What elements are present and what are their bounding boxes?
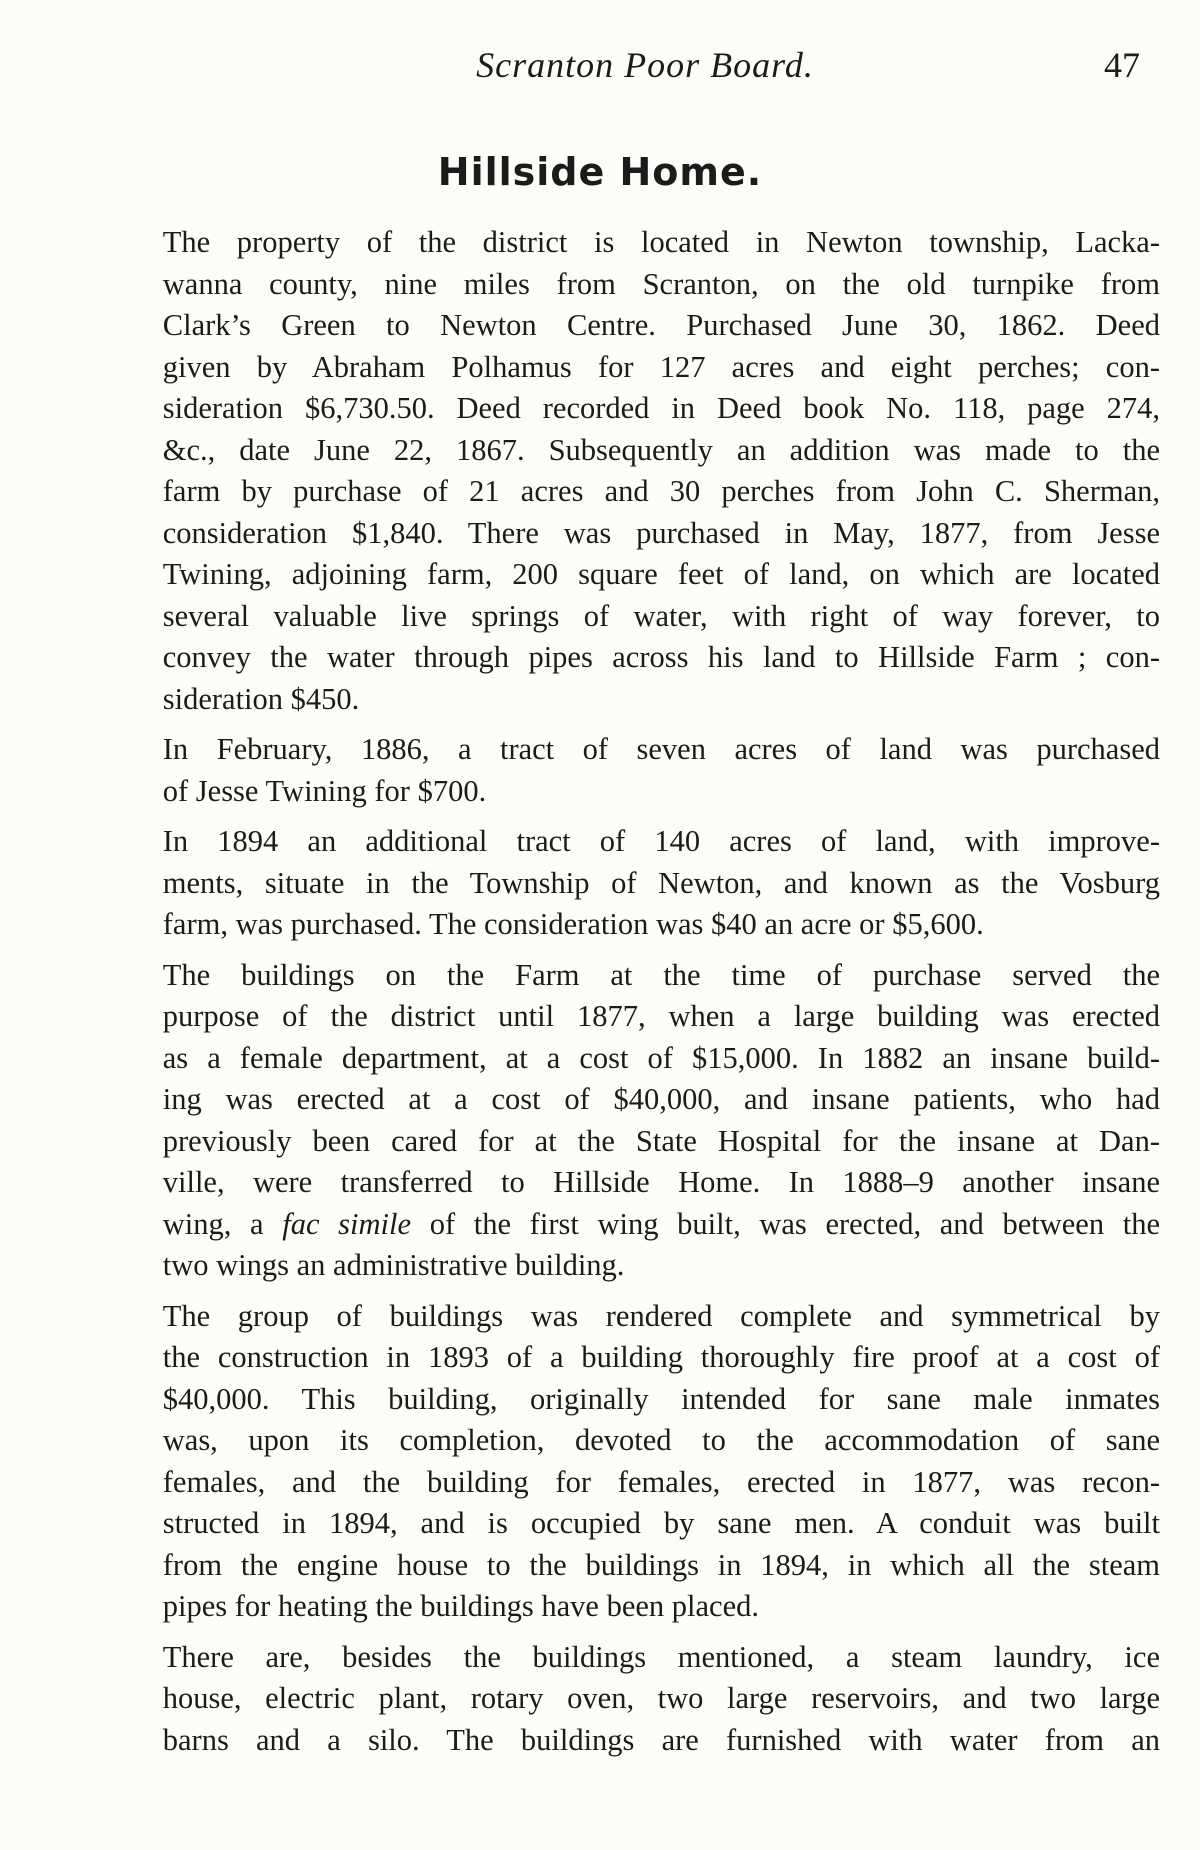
section-title: Hillside Home. <box>437 150 763 194</box>
text-line: previously been cared for at the State Hospital for the insane at Dan- <box>162 1123 1160 1158</box>
text-line: females, and the building for females, erected in 1877, was recon- <box>162 1464 1160 1499</box>
paragraph-property <box>56 222 1160 720</box>
text-line: was, upon its completion, devoted to the accommodation of sane <box>162 1423 1160 1457</box>
text-line: There are, besides the buildings mentioned, a steam laundry, ice <box>162 1639 1160 1674</box>
page-number: 47 <box>1104 45 1140 85</box>
text-line: farm by purchase of 21 acres and 30 perches from John C. Sherman, <box>162 474 1160 508</box>
text-line: ing was erected at a cost of $40,000, and insane patients, who had <box>162 1082 1160 1116</box>
paragraph-1894-purchase <box>56 821 1160 946</box>
text-line: as a female department, at a cost of $15,000. In 1882 an insane build- <box>162 1040 1160 1075</box>
text-line: Twining, adjoining farm, 200 square feet of land, on which are located <box>162 557 1160 591</box>
text-line: consideration $1,840. There was purchased in May, 1877, from Jesse <box>162 515 1160 550</box>
text-line-facsimile <box>56 1204 1160 1246</box>
text-line: house, electric plant, rotary oven, two large reservoirs, and two large <box>162 1681 1160 1715</box>
text-line: of Jesse Twining for $700. <box>162 773 487 808</box>
text-line: structed in 1894, and is occupied by sane men. A conduit was built <box>162 1506 1160 1540</box>
text-line: pipes for heating the buildings have been placed. <box>162 1589 760 1623</box>
text-line: Clark’s Green to Newton Centre. Purchased June 30, 1862. Deed <box>162 308 1160 342</box>
running-head-title: Scranton Poor Board. <box>476 45 814 85</box>
text-line: $40,000. This building, originally intended for sane male inmates <box>162 1381 1160 1416</box>
paragraph-1886-purchase <box>56 729 1160 812</box>
text-line: convey the water through pipes across his land to Hillside Farm ; con- <box>162 640 1160 674</box>
italic-term: fac simile <box>282 1206 412 1241</box>
body-text <box>56 222 1160 1770</box>
text-line: The buildings on the Farm at the time of purchase served the <box>162 957 1160 992</box>
text-line: purpose of the district until 1877, when a large building was erected <box>162 999 1160 1033</box>
text-line: two wings an administrative building. <box>162 1248 625 1282</box>
text-line: ments, situate in the Township of Newton, and known as the Vosburg <box>162 865 1160 900</box>
paragraph-buildings <box>56 955 1160 1287</box>
text-line: farm, was purchased. The consideration was $40 an acre or $5,600. <box>162 907 984 941</box>
text-line: sideration $450. <box>162 681 360 716</box>
text-line: ville, were transferred to Hillside Home. In 1888–9 another insane <box>162 1165 1160 1199</box>
text-line: barns and a silo. The buildings are furnished with water from an <box>162 1722 1160 1757</box>
text-line: The property of the district is located in Newton township, Lacka- <box>162 225 1160 259</box>
text-line: given by Abraham Polhamus for 127 acres and eight perches; con- <box>162 349 1160 384</box>
text-line: sideration $6,730.50. Deed recorded in Deed book No. 118, page 274, <box>162 391 1160 425</box>
paragraph-other-buildings <box>56 1637 1160 1762</box>
text-line: the construction in 1893 of a building thoroughly fire proof at a cost of <box>162 1340 1160 1374</box>
text-fragment: of the first wing built, was erected, and between the <box>411 1206 1160 1241</box>
text-line: In February, 1886, a tract of seven acres of land was purchased <box>162 732 1160 766</box>
text-line: The group of buildings was rendered complete and symmetrical by <box>162 1298 1160 1333</box>
text-line: &c., date June 22, 1867. Subsequently an addition was made to the <box>162 432 1160 467</box>
text-line: several valuable live springs of water, with right of way forever, to <box>162 598 1160 633</box>
text-fragment: wing, a <box>162 1206 283 1241</box>
text-line: wanna county, nine miles from Scranton, on the old turnpike from <box>162 266 1160 301</box>
paragraph-group-of-buildings <box>56 1296 1160 1628</box>
text-line: from the engine house to the buildings in 1894, in which all the steam <box>162 1547 1160 1582</box>
text-line: In 1894 an additional tract of 140 acres of land, with improve- <box>162 824 1160 858</box>
